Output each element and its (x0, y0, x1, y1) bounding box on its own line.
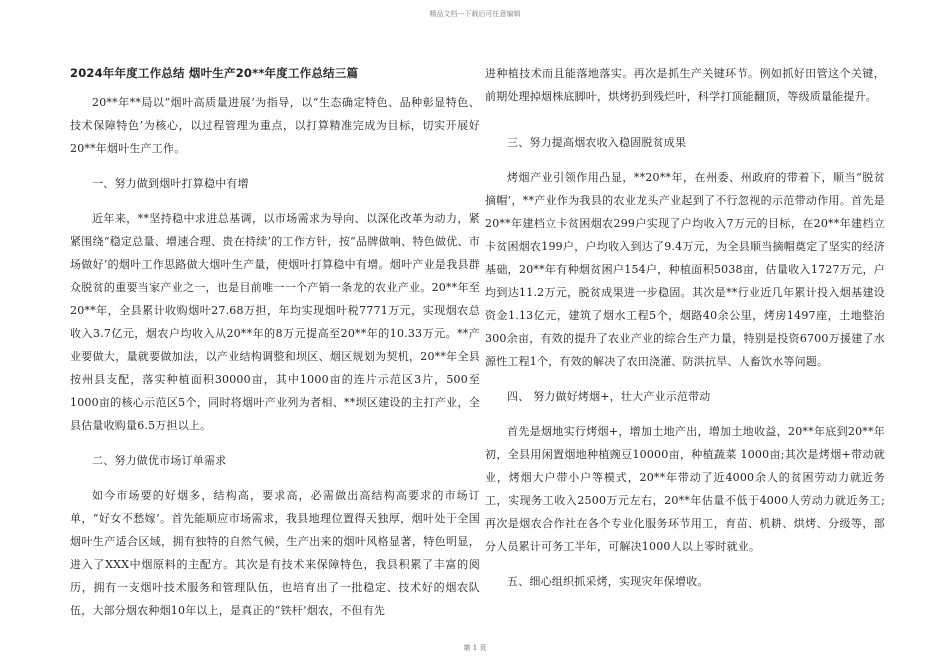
section-3-body: 烤烟产业引领作用凸显，**20**年，在州委、州政府的带着下，顺当“脱贫摘帽’，**产业作为我县的农业龙头产业起到了不行忽视的示范带动作用。首先是20**年建档立卡贫困烟农299户实现了户均收入7万元的目标，在20**年建档立卡贫困烟农199户，户均收入到达了9.4万元，为全县顺当摘帽奠定了坚实的经济基础，20**年有种烟贫困户154户，种植面积5038亩，估量收入1727万元，户均到达11.2万元，脱贫成果进一步稳固。其次是**行业近几年累计投入烟基建设资金1.13亿元，建筑了烟水工程5个，烟路40余公里，烤房1497座，土地整治300余亩，有效的提升了农业产业的综合生产力量，特别是投资6700万援建了水源性工程1个，有效的解决了农田浇灌、防洪抗旱、人畜饮水等问题。 (485, 171, 885, 368)
section-3-heading: 三、努力提高烟农收入稳固脱贫成果 (507, 136, 687, 149)
section-4-body: 首先是烟地实行烤烟+，增加土地产出，增加土地收益，20**年底到20**年初，全县用闲置烟地种植豌豆10000亩，种植蔬菜 1000亩;其次是烤烟+带动就业，烤烟大户带小户等模式，20**年带动了近4000余人的贫困劳动力就近务工，实现务工收入2500万元左右，20**年估量不低于4000人劳动力就近务工;再次是烟农合作社在各个专业化服务环节用工，育苗、机耕、烘烤、分级等，部分人员累计可务工半年，可解决1000人以上零时就业。 (485, 425, 885, 553)
intro-paragraph: 20**年**局以“烟叶高质量进展’为指导，以“生态确定特色、品种彰显特色、技术保障特色’为核心，以过程管理为重点，以打算精准完成为目标，切实开展好20**年烟叶生产工作。 (70, 96, 480, 155)
section-2-heading: 二、努力做优市场订单需求 (92, 454, 227, 467)
continuation-paragraph: 进种植技术而且能落地落实。再次是抓生产关键环节。例如抓好田管这个关键，前期处理掉烟株底脚叶，烘烤扔到残烂叶，科学打顶能翻顶，等级质量能提升。 (485, 67, 885, 103)
right-column (485, 62, 885, 593)
section-1-heading: 一、努力做到烟叶打算稳中有增 (92, 177, 249, 190)
page-number: 第 1 页 (463, 644, 487, 652)
section-5-heading: 五、细心组织抓采烤，实现灾年保增收。 (507, 575, 709, 588)
document-title: 2024年年度工作总结 烟叶生产20**年度工作总结三篇 (70, 66, 359, 80)
section-2-body: 如今市场要的好烟多，结构高，要求高，必需做出高结构高要求的市场订单，“好女不愁嫁’。首先能顺应市场需求，我县地理位置得天独厚，烟叶处于全国烟叶生产适合区域，拥有独特的自然气候，生产出来的烟叶风格显著，特色明显，进入了XXX中烟原料的主配方。其次是有技术来保障特色，我县积累了丰富的阅历，拥有一支烟叶技术服务和管理队伍，也培育出了一批稳定、技术好的烟农队伍，大部分烟农种烟10年以上，是真正的“铁杆’烟农，不但有先 (70, 489, 480, 617)
left-column (70, 62, 480, 622)
section-1-body: 近年来，**坚持稳中求进总基调，以市场需求为导向、以深化改革为动力，紧紧围绕“稳定总量、增速合理、贵在持续’的工作方针，按“品牌做响、特色做优、市场做好’的烟叶工作思路做大烟叶生产量，使烟叶打算稳中有增。烟叶产业是我县群众脱贫的重要当家产业之一，也是目前唯一一个产销一条龙的农业产业。20**年至20**年，全县累计收购烟叶27.68万担，年均实现烟叶税7771万元，实现烟农总收入3.7亿元，烟农户均收入从20**年的8万元提高至20**年的10.33万元。**产业要做大，量就要做加法，以产业结构调整和坝区、烟区规划为契机，20**年全县按州县支配，落实种植面积30000亩，其中1000亩的连片示范区3片，500至1000亩的核心示范区5个，同时将烟叶产业列为者相、**坝区建设的主打产业，全县估量收购量6.5万担以上。 (70, 212, 480, 432)
page-header-note: 精品文档---下载后可任意编辑 (429, 10, 521, 18)
section-4-heading: 四、 努力做好烤烟+，壮大产业示范带动 (507, 390, 711, 403)
